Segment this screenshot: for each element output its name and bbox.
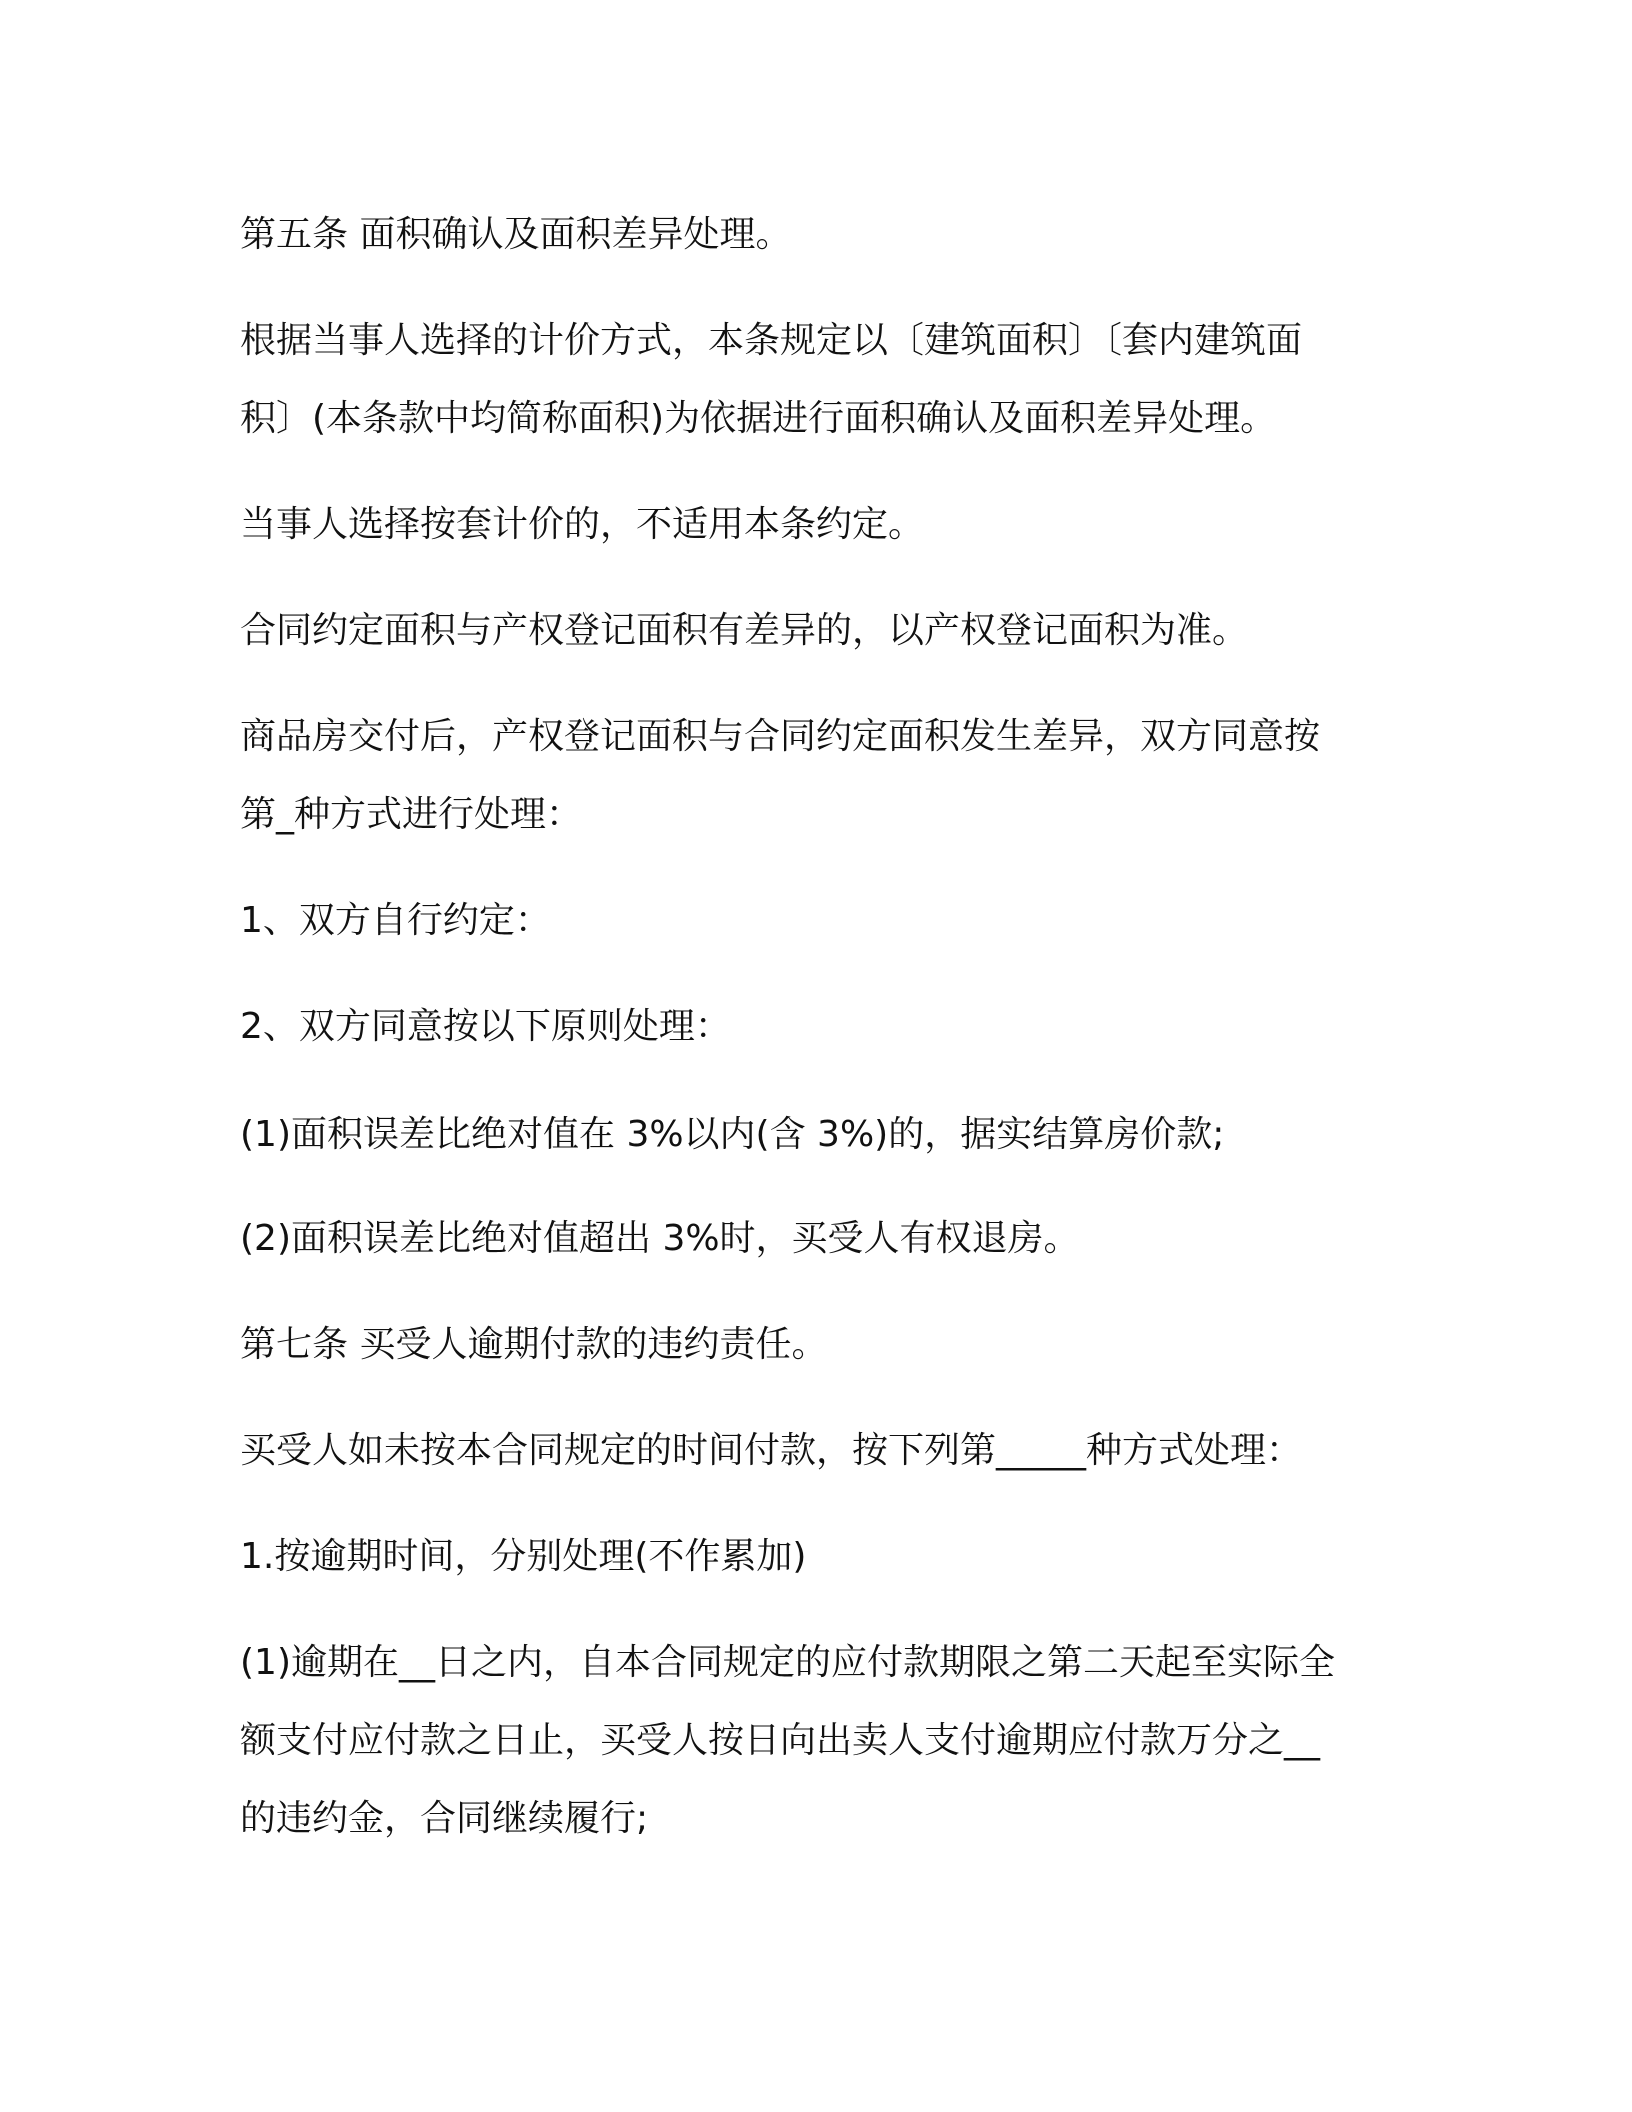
registered-area-paragraph xyxy=(240,592,1370,670)
text-line: 商品房交付后，产权登记面积与合同约定面积发生差异，双方同意按 xyxy=(240,716,1321,757)
text-line: 当事人选择按套计价的，不适用本条约定。 xyxy=(240,504,925,545)
area-difference-paragraph xyxy=(240,698,1370,854)
text-line: (2)面积误差比绝对值超出 3%时，买受人有权退房。 xyxy=(240,1218,1080,1259)
text-line: 第_种方式进行处理： xyxy=(240,794,583,835)
text-line: 2、双方同意按以下原则处理： xyxy=(240,1006,731,1047)
text-line: 合同约定面积与产权登记面积有差异的，以产权登记面积为准。 xyxy=(240,610,1249,651)
text-line: (1)面积误差比绝对值在 3%以内(含 3%)的，据实结算房价款; xyxy=(240,1114,1225,1155)
text-line: 额支付应付款之日止，买受人按日向出卖人支付逾期应付款万分之__ xyxy=(240,1720,1321,1761)
rule-2-item xyxy=(240,1200,1370,1278)
text-line: 积〕(本条款中均简称面积)为依据进行面积确认及面积差异处理。 xyxy=(240,398,1277,439)
late-payment-paragraph xyxy=(240,1412,1370,1490)
rule-1-item xyxy=(240,1096,1370,1174)
per-unit-pricing-paragraph xyxy=(240,486,1370,564)
text-line: 第五条 面积确认及面积差异处理。 xyxy=(240,214,792,255)
document-body xyxy=(240,196,1370,1858)
text-line: 买受人如未按本合同规定的时间付款，按下列第_____种方式处理： xyxy=(240,1430,1303,1471)
text-line: 的违约金，合同继续履行; xyxy=(240,1798,649,1839)
text-line: 1、双方自行约定： xyxy=(240,900,551,941)
text-line: 根据当事人选择的计价方式，本条规定以〔建筑面积〕〔套内建筑面 xyxy=(240,320,1303,361)
late-option-1-item xyxy=(240,1518,1370,1596)
text-line: (1)逾期在__日之内，自本合同规定的应付款期限之第二天起至实际全 xyxy=(240,1642,1335,1683)
option-2-item xyxy=(240,988,1370,1066)
article-5-heading xyxy=(240,196,1370,274)
option-1-item xyxy=(240,882,1370,960)
text-line: 第七条 买受人逾期付款的违约责任。 xyxy=(240,1324,828,1365)
text-line: 1.按逾期时间，分别处理(不作累加) xyxy=(240,1536,807,1577)
area-basis-paragraph xyxy=(240,302,1370,458)
article-7-heading xyxy=(240,1306,1370,1384)
late-rule-1-item xyxy=(240,1624,1370,1858)
